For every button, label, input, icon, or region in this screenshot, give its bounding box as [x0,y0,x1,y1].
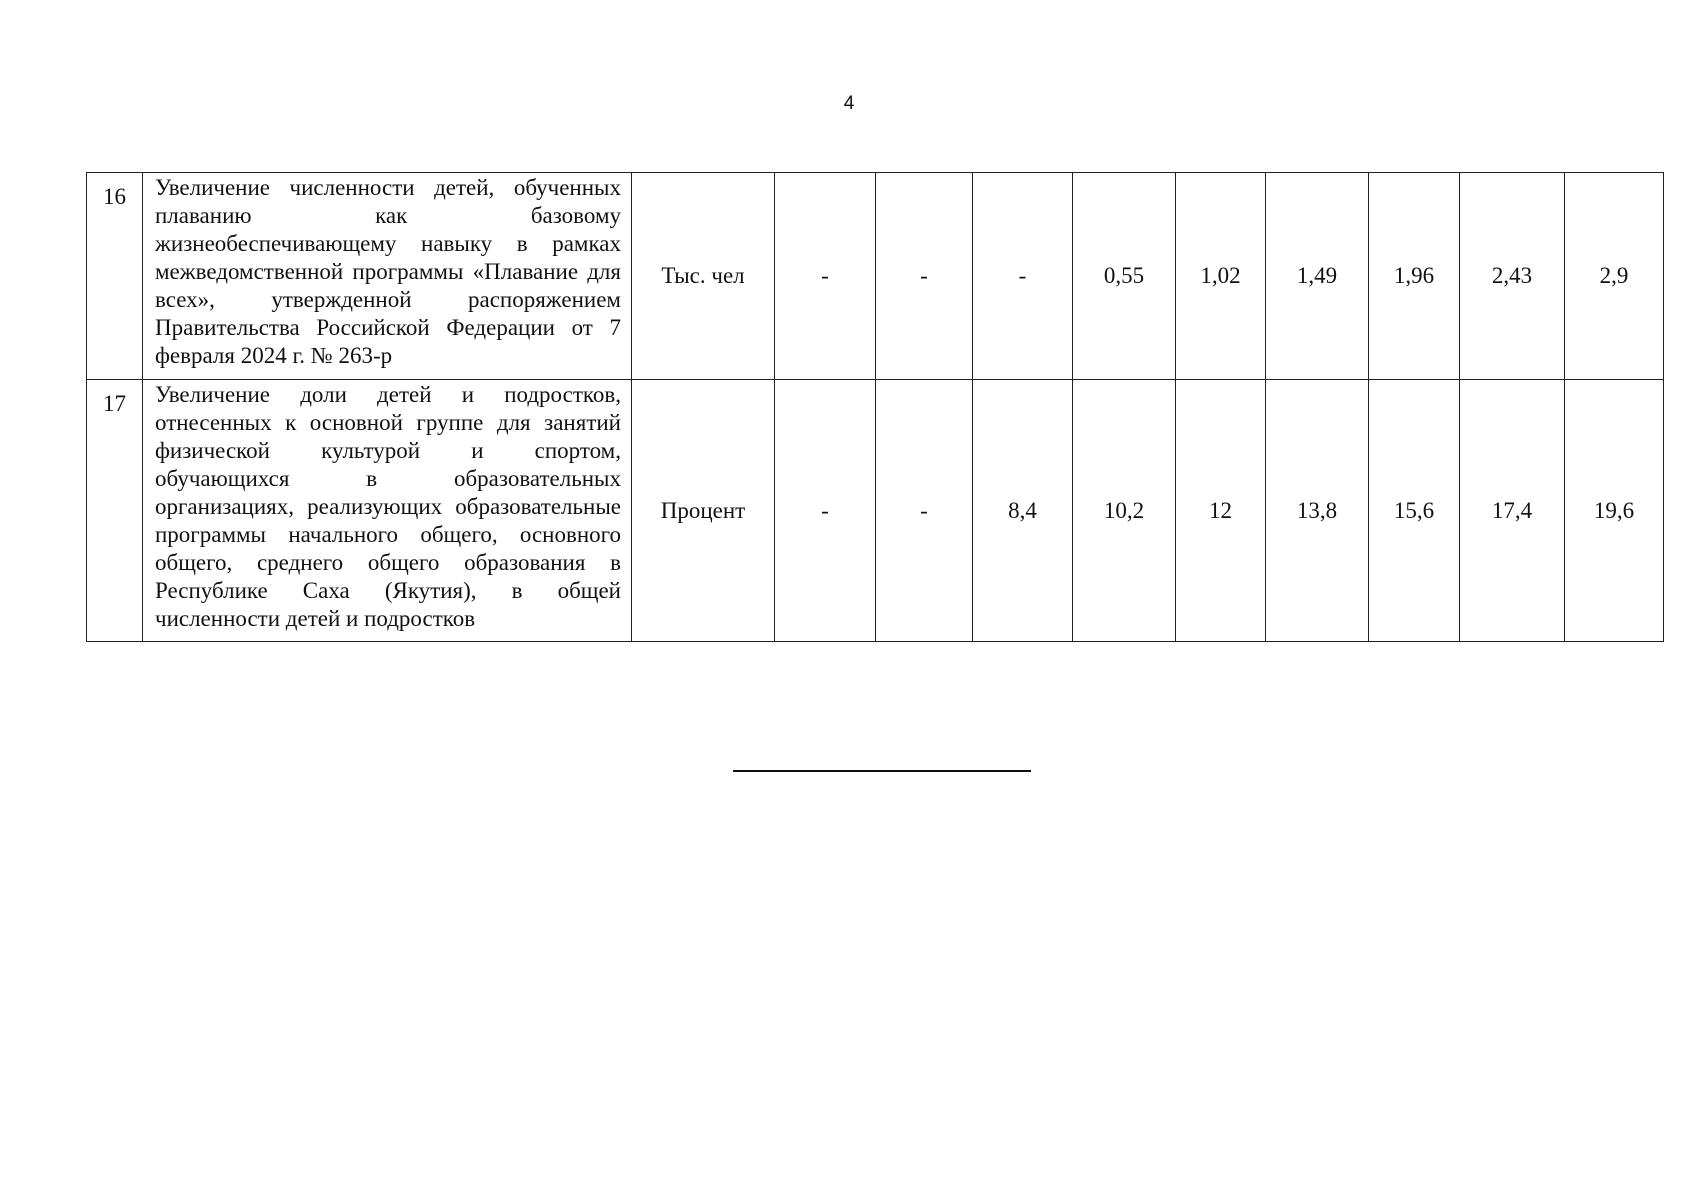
end-of-document-rule [733,770,1031,772]
indicator-description: Увеличение численности детей, обученных плаванию как базовому жизнеобеспечивающему навыку в рамках межведомственной программы «Плавание для всех», утвержденной распоряжением Правительства Российской Федерации от 7 февраля 2024 г. № 263-р [143,173,632,380]
value-cell: 1,49 [1266,173,1369,380]
value-cell: - [775,380,876,642]
row-number: 17 [87,380,143,642]
value-cell: 0,55 [1073,173,1176,380]
unit-cell: Процент [632,380,775,642]
value-cell: 12 [1176,380,1266,642]
value-cell: 17,4 [1460,380,1565,642]
value-cell: 2,9 [1565,173,1664,380]
value-cell: 1,02 [1176,173,1266,380]
page-number: 4 [843,93,855,114]
value-cell: 15,6 [1369,380,1460,642]
value-cell: - [973,173,1073,380]
value-cell: - [775,173,876,380]
value-cell: 10,2 [1073,380,1176,642]
value-cell: 1,96 [1369,173,1460,380]
indicators-table [86,172,1664,642]
table-row [87,380,1664,642]
indicator-description: Увеличение доли детей и подростков, отнесенных к основной группе для занятий физической культурой и спортом, обучающихся в образовательных организациях, реализующих образовательные программы начального общего, основного общего, среднего общего образования в Республике Саха (Якутия), в общей численности детей и подростков [143,380,632,642]
value-cell: 19,6 [1565,380,1664,642]
unit-cell: Тыс. чел [632,173,775,380]
value-cell: 8,4 [973,380,1073,642]
row-number: 16 [87,173,143,380]
value-cell: 13,8 [1266,380,1369,642]
value-cell: - [876,380,973,642]
value-cell: 2,43 [1460,173,1565,380]
table-row [87,173,1664,380]
value-cell: - [876,173,973,380]
